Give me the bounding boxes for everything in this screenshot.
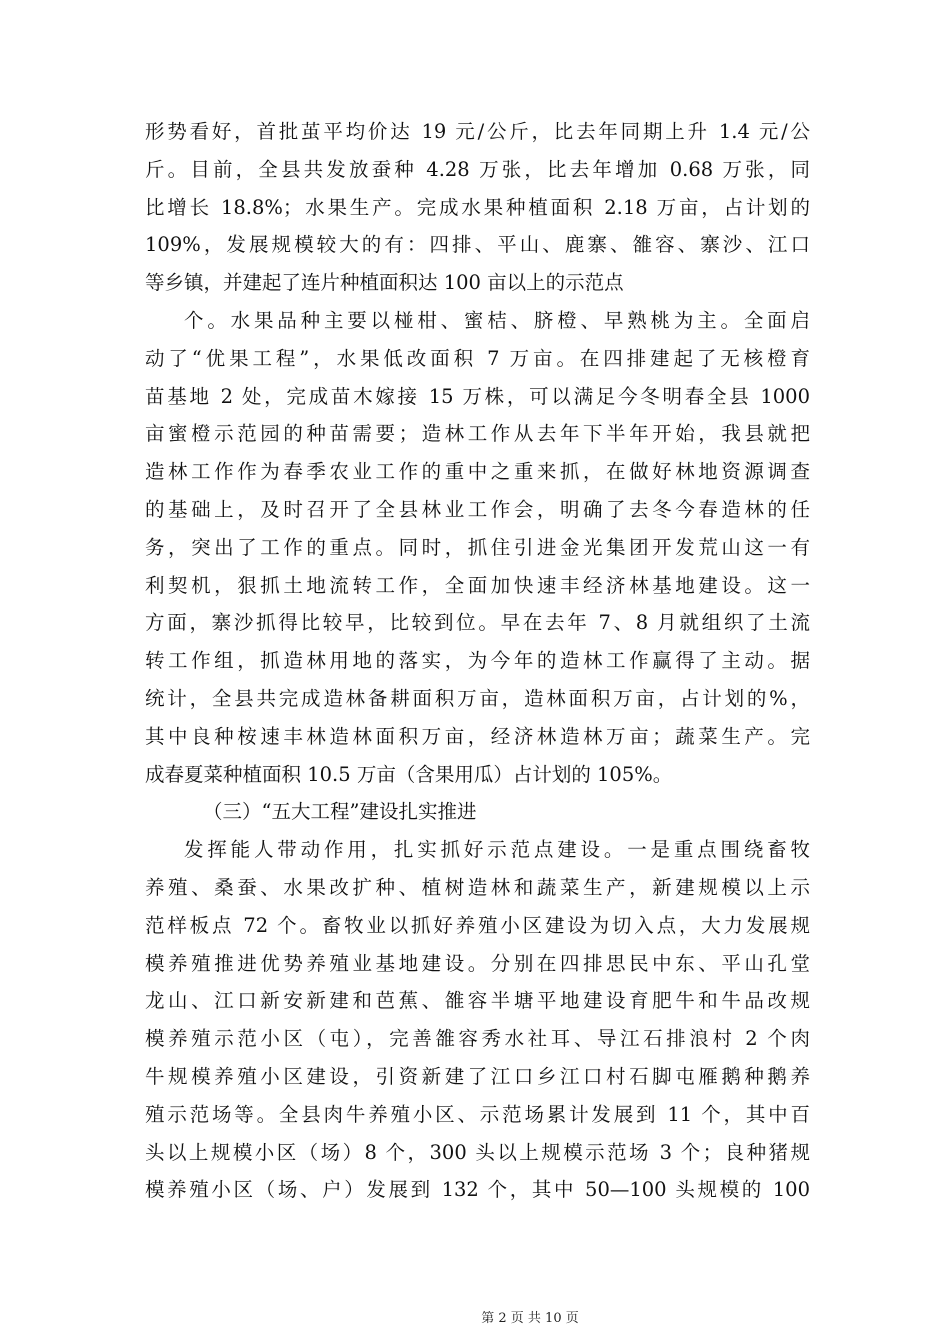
text-line: 模养殖小区（场、户）发展到 132 个，其中 50—100 头规模的 100 xyxy=(145,1178,810,1202)
section-heading xyxy=(145,793,810,831)
text-line: 形势看好，首批茧平均价达 19 元/公斤，比去年同期上升 1.4 元/公 xyxy=(145,120,810,143)
body-text xyxy=(145,113,810,1209)
text-line: 头以上规模小区（场）8 个，300 头以上规模示范场 3 个；良种猪规 xyxy=(145,1140,810,1164)
text-line: 苗基地 2 处，完成苗木嫁接 15 万株，可以满足今冬明春全县 1000 xyxy=(145,384,810,408)
text-line: 等乡镇，并建起了连片种植面积达 100 亩以上的示范点 xyxy=(145,271,624,295)
text-line: 牛规模养殖小区建设，引资新建了江口乡江口村石脚屯雁鹅种鹅养 xyxy=(145,1064,810,1088)
text-line: 成春夏菜种植面积 10.5 万亩（含果用瓜）占计划的 105%。 xyxy=(145,762,673,786)
text-line: 统计，全县共完成造林备耕面积万亩，造林面积万亩，占计划的%， xyxy=(145,686,810,710)
paragraph-1 xyxy=(145,113,810,302)
text-line: 方面，寨沙抓得比较早，比较到位。早在去年 7、8 月就组织了土流 xyxy=(145,611,810,635)
text-line: 其中良种桉速丰林造林面积万亩，经济林造林万亩；蔬菜生产。完 xyxy=(145,724,810,748)
text-line: 模养殖示范小区（屯），完善雒容秀水社耳、导江石排浪村 2 个肉 xyxy=(145,1027,810,1051)
section-heading-text: （三）“五大工程”建设扎实推进 xyxy=(203,800,477,824)
paragraph-2 xyxy=(145,302,810,793)
text-line: 转工作组，抓造林用地的落实，为今年的造林工作赢得了主动。据 xyxy=(145,649,810,673)
text-line: 109%，发展规模较大的有：四排、平山、鹿寨、雒容、寨沙、江口 xyxy=(145,233,810,257)
text-line: 发挥能人带动作用，扎实抓好示范点建设。一是重点围绕畜牧 xyxy=(184,838,810,862)
text-line: 动了“优果工程”，水果低改面积 7 万亩。在四排建起了无核橙育 xyxy=(145,346,810,370)
text-line: 比增长 18.8%；水果生产。完成水果种植面积 2.18 万亩，占计划的 xyxy=(145,195,810,219)
page-footer xyxy=(0,1307,950,1326)
text-line: 务，突出了工作的重点。同时，抓住引进金光集团开发荒山这一有 xyxy=(145,535,810,559)
text-line: 龙山、江口新安新建和芭蕉、雒容半塘平地建设育肥牛和牛品改规 xyxy=(145,989,810,1013)
text-line: 范样板点 72 个。畜牧业以抓好养殖小区建设为切入点，大力发展规 xyxy=(145,913,810,937)
text-line: 利契机，狠抓土地流转工作，全面加快速丰经济林基地建设。这一 xyxy=(145,573,810,597)
text-line: 造林工作作为春季农业工作的重中之重来抓，在做好林地资源调查 xyxy=(145,460,810,484)
paragraph-3 xyxy=(145,831,810,1209)
page-number-label: 第 2 页 共 10 页 xyxy=(481,1311,579,1326)
text-line: 殖示范场等。全县肉牛养殖小区、示范场累计发展到 11 个，其中百 xyxy=(145,1102,810,1126)
text-line: 养殖、桑蚕、水果改扩种、植树造林和蔬菜生产，新建规模以上示 xyxy=(145,875,810,899)
text-line: 模养殖推进优势养殖业基地建设。分别在四排思民中东、平山孔堂 xyxy=(145,951,810,975)
text-line: 个。水果品种主要以椪柑、蜜桔、脐橙、早熟桃为主。全面启 xyxy=(184,308,810,332)
text-line: 的基础上，及时召开了全县林业工作会，明确了去冬今春造林的任 xyxy=(145,497,810,521)
text-line: 斤。目前，全县共发放蚕种 4.28 万张，比去年增加 0.68 万张，同 xyxy=(145,157,810,181)
text-line: 亩蜜橙示范园的种苗需要；造林工作从去年下半年开始，我县就把 xyxy=(145,422,810,446)
